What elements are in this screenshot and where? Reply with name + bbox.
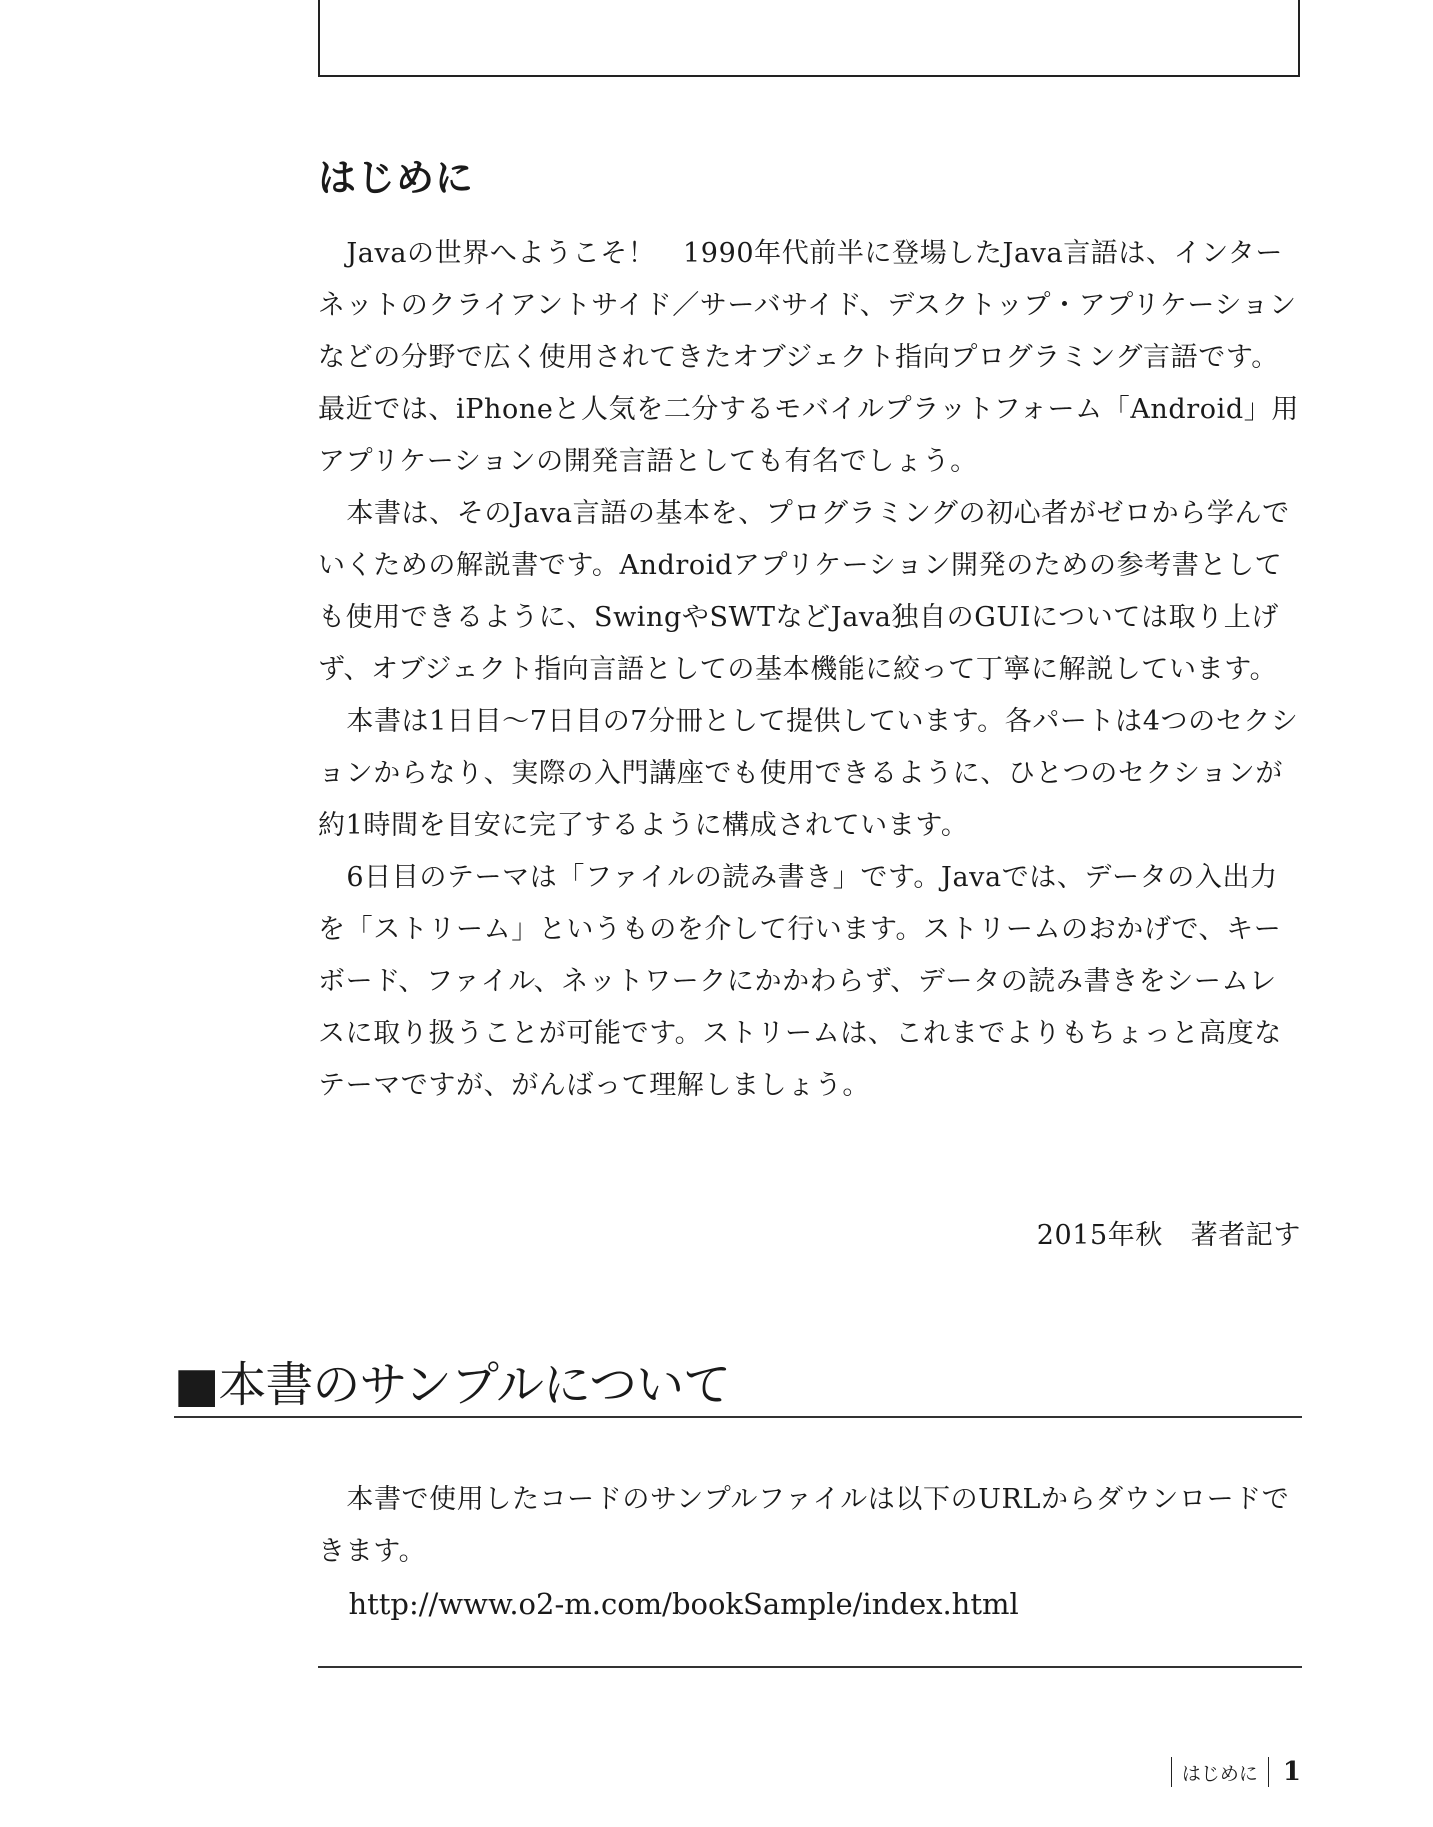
page-number: 1 <box>1282 1757 1301 1787</box>
page-footer <box>1171 1753 1301 1791</box>
top-frame-box <box>318 0 1300 77</box>
sample-download-url[interactable]: http://www.o2-m.com/bookSample/index.html <box>348 1587 1019 1621</box>
samples-section-heading: ■本書のサンプルについて <box>174 1357 731 1413</box>
intro-body <box>318 228 1302 1112</box>
samples-body <box>318 1474 1302 1630</box>
samples-paragraph: 本書で使用したコードのサンプルファイルは以下のURLからダウンロードできます。 <box>318 1484 1290 1567</box>
intro-paragraph-1: Javaの世界へようこそ！ 1990年代前半に登場したJava言語は、インターネットのクライアントサイド／サーバサイド、デスクトップ・アプリケーションなどの分野で広く使用されてきたオブジェクト指向プログラミング言語です。最近では、iPhoneと人気を二分するモバイルプラットフォーム「Android」用アプリケーションの開発言語としても有名でしょう。 <box>318 238 1299 477</box>
intro-paragraph-4: 6日目のテーマは「ファイルの読み書き」です。Javaでは、データの入出力を「ストリーム」というものを介して行います。ストリームのおかげで、キーボード、ファイル、ネットワークにかかわらず、データの読み書きをシームレスに取り扱うことが可能です。ストリームは、これまでよりもちょっと高度なテーマですが、がんばって理解しましょう。 <box>318 862 1282 1101</box>
footer-section-label: はじめに <box>1181 1762 1258 1785</box>
author-signature: 2015年秋 著者記す <box>1036 1220 1301 1251</box>
intro-paragraph-2: 本書は、そのJava言語の基本を、プログラミングの初心者がゼロから学んでいくための解説書です。Androidアプリケーション開発のための参考書としても使用できるように、SwingやSWTなどJava独自のGUIについては取り上げず、オブジェクト指向言語としての基本機能に絞って丁寧に解説しています。 <box>318 498 1290 685</box>
intro-paragraph-3: 本書は1日目〜7日目の7分冊として提供しています。各パートは4つのセクションからなり、実際の入門講座でも使用できるように、ひとつのセクションが約1時間を目安に完了するように構成されています。 <box>318 706 1299 841</box>
bottom-rule <box>318 1666 1302 1668</box>
section-heading-rule <box>174 1416 1302 1418</box>
intro-heading: はじめに <box>318 156 475 200</box>
